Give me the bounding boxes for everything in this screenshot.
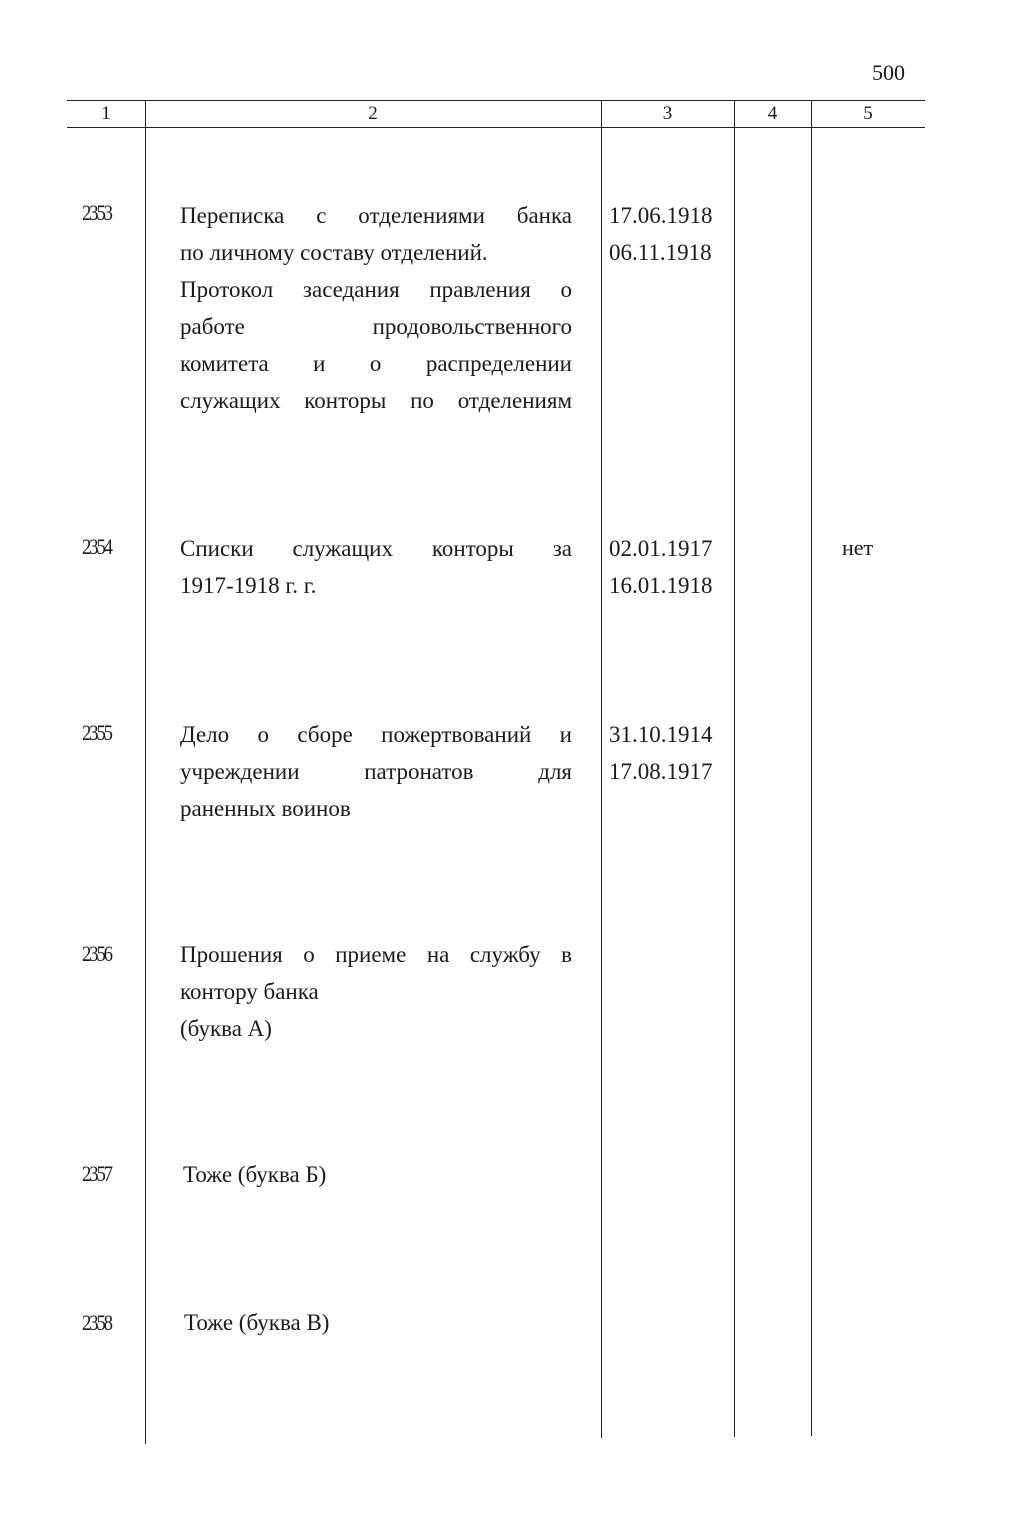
table-top-rule (67, 100, 925, 101)
row-number: 2355 (82, 720, 111, 745)
date-end: 16.01.1918 (609, 573, 713, 598)
page-number: 500 (872, 60, 905, 85)
column-divider (601, 100, 602, 1438)
row-description (183, 1156, 575, 1193)
row-description (184, 1304, 576, 1341)
row-number: 2357 (82, 1161, 111, 1186)
description-line: раненных воинов (180, 796, 351, 821)
description-line: служащих конторы по отделениям (180, 388, 572, 413)
row-number: 2353 (82, 200, 111, 225)
column-divider (811, 100, 812, 1436)
row-dates (609, 197, 713, 271)
availability-note: нет (842, 535, 874, 560)
date-start: 31.10.1914 (609, 722, 713, 747)
row-number: 2356 (82, 941, 111, 966)
description-line: Переписка с отделениями банка (180, 203, 572, 228)
date-end: 06.11.1918 (609, 240, 712, 265)
description-line: Тоже (буква В) (184, 1310, 330, 1335)
description-line: контору банка (180, 979, 319, 1004)
description-line: по личному составу отделений. (180, 240, 488, 265)
description-line: (буква А) (180, 1016, 272, 1041)
column-divider (145, 100, 146, 1444)
row-description (180, 936, 572, 1047)
row-dates (609, 530, 713, 604)
description-line: комитета и о распределении (180, 351, 572, 376)
row-number: 2354 (82, 534, 111, 559)
date-start: 17.06.1918 (609, 203, 713, 228)
table-header-rule (67, 127, 925, 128)
description-line: 1917-1918 г. г. (180, 573, 317, 598)
description-line: Протокол заседания правления о (180, 277, 572, 302)
column-header-2: 2 (368, 103, 378, 124)
description-line: Списки служащих конторы за (180, 536, 572, 561)
description-line: Дело о сборе пожертвований и (180, 722, 572, 747)
row-number: 2358 (82, 1310, 111, 1335)
row-description (180, 197, 572, 419)
description-line: Прошения о приеме на службу в (180, 942, 572, 967)
date-start: 02.01.1917 (609, 536, 713, 561)
column-header-5: 5 (863, 103, 873, 124)
description-line: работе продовольственного (180, 314, 572, 339)
row-description (180, 716, 572, 827)
column-divider (734, 100, 735, 1437)
row-dates (609, 716, 713, 790)
column-header-1: 1 (101, 103, 111, 124)
column-header-3: 3 (662, 103, 673, 124)
date-end: 17.08.1917 (609, 759, 713, 784)
description-line: Тоже (буква Б) (183, 1162, 327, 1187)
column-header-4: 4 (767, 103, 778, 124)
row-description (180, 530, 572, 604)
description-line: учреждении патронатов для (180, 759, 572, 784)
